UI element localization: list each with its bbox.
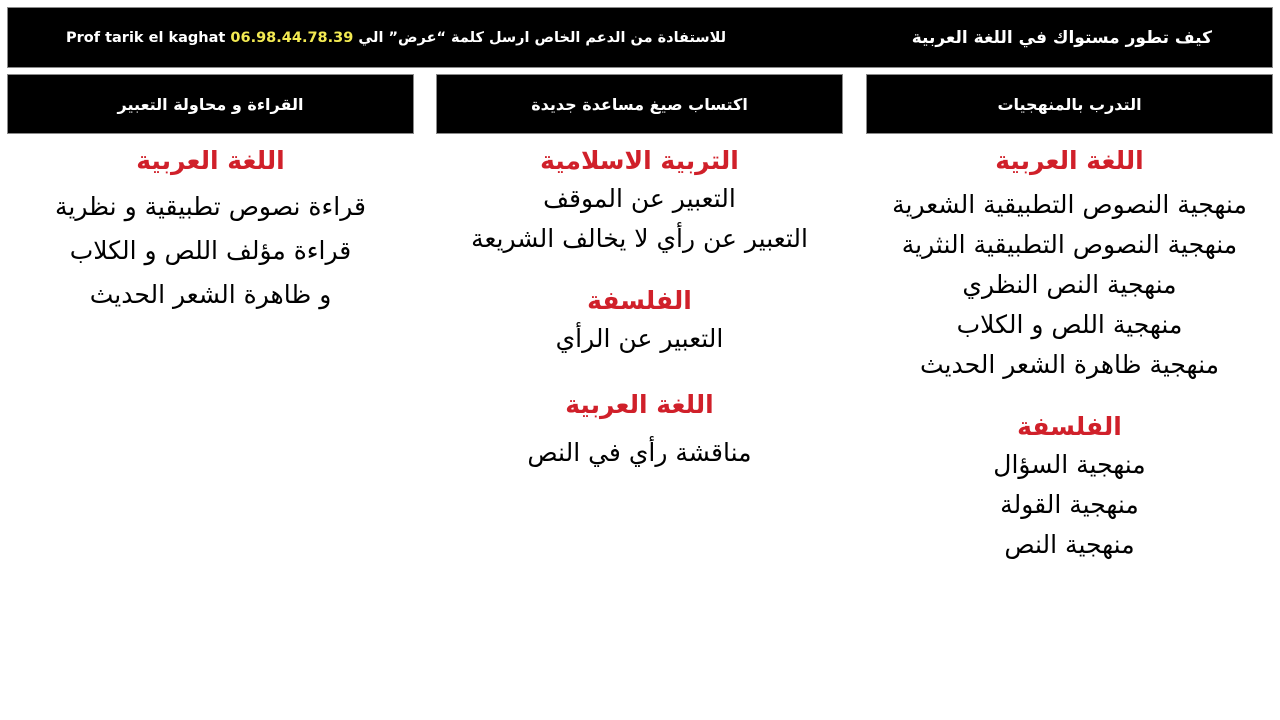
list-item: قراءة مؤلف اللص و الكلاب xyxy=(69,236,352,265)
list-item: منهجية النص xyxy=(1004,530,1135,559)
section-title-arabic: اللغة العربية xyxy=(995,146,1144,175)
promo-teacher-name: Prof tarik el kaghat xyxy=(66,29,226,46)
list-item: منهجية ظاهرة الشعر الحديث xyxy=(919,350,1220,379)
section-title-arabic: اللغة العربية xyxy=(565,390,714,419)
page-title: كيف تطور مستواك في اللغة العربية xyxy=(911,27,1212,48)
section-title-islamic-education: التربية الاسلامية xyxy=(540,146,739,175)
column-header-reading-expression: القراءة و محاولة التعبير xyxy=(7,74,414,134)
promo-message xyxy=(66,30,726,46)
list-item: قراءة نصوص تطبيقية و نظرية xyxy=(55,192,366,221)
list-item: منهجية اللص و الكلاب xyxy=(956,310,1183,339)
list-item: التعبير عن الرأي xyxy=(555,324,724,353)
promo-phone-number: 06.98.44.78.39 xyxy=(230,29,354,46)
list-item: التعبير عن رأي لا يخالف الشريعة xyxy=(471,224,808,253)
list-item: منهجية السؤال xyxy=(993,450,1146,479)
section-title-philosophy: الفلسفة xyxy=(587,286,692,315)
column-new-expressions xyxy=(436,143,843,473)
section-title-arabic: اللغة العربية xyxy=(136,146,285,175)
top-banner xyxy=(7,7,1273,68)
list-item: منهجية النص النظري xyxy=(962,270,1177,299)
list-item: منهجية النصوص التطبيقية النثرية xyxy=(901,230,1238,259)
list-item: التعبير عن الموقف xyxy=(543,184,736,213)
section-title-philosophy: الفلسفة xyxy=(1017,412,1122,441)
list-item: منهجية القولة xyxy=(1000,490,1139,519)
column-header-new-expressions: اكتساب صيغ مساعدة جديدة xyxy=(436,74,843,134)
promo-text: للاستفادة من الدعم الخاص ارسل كلمة “عرض” الي xyxy=(358,29,727,46)
column-methodologies xyxy=(866,143,1273,565)
list-item: و ظاهرة الشعر الحديث xyxy=(89,280,332,309)
column-reading-expression xyxy=(7,143,414,317)
list-item: منهجية النصوص التطبيقية الشعرية xyxy=(892,190,1247,219)
column-header-methodologies: التدرب بالمنهجيات xyxy=(866,74,1273,134)
list-item: مناقشة رأي في النص xyxy=(527,438,752,467)
